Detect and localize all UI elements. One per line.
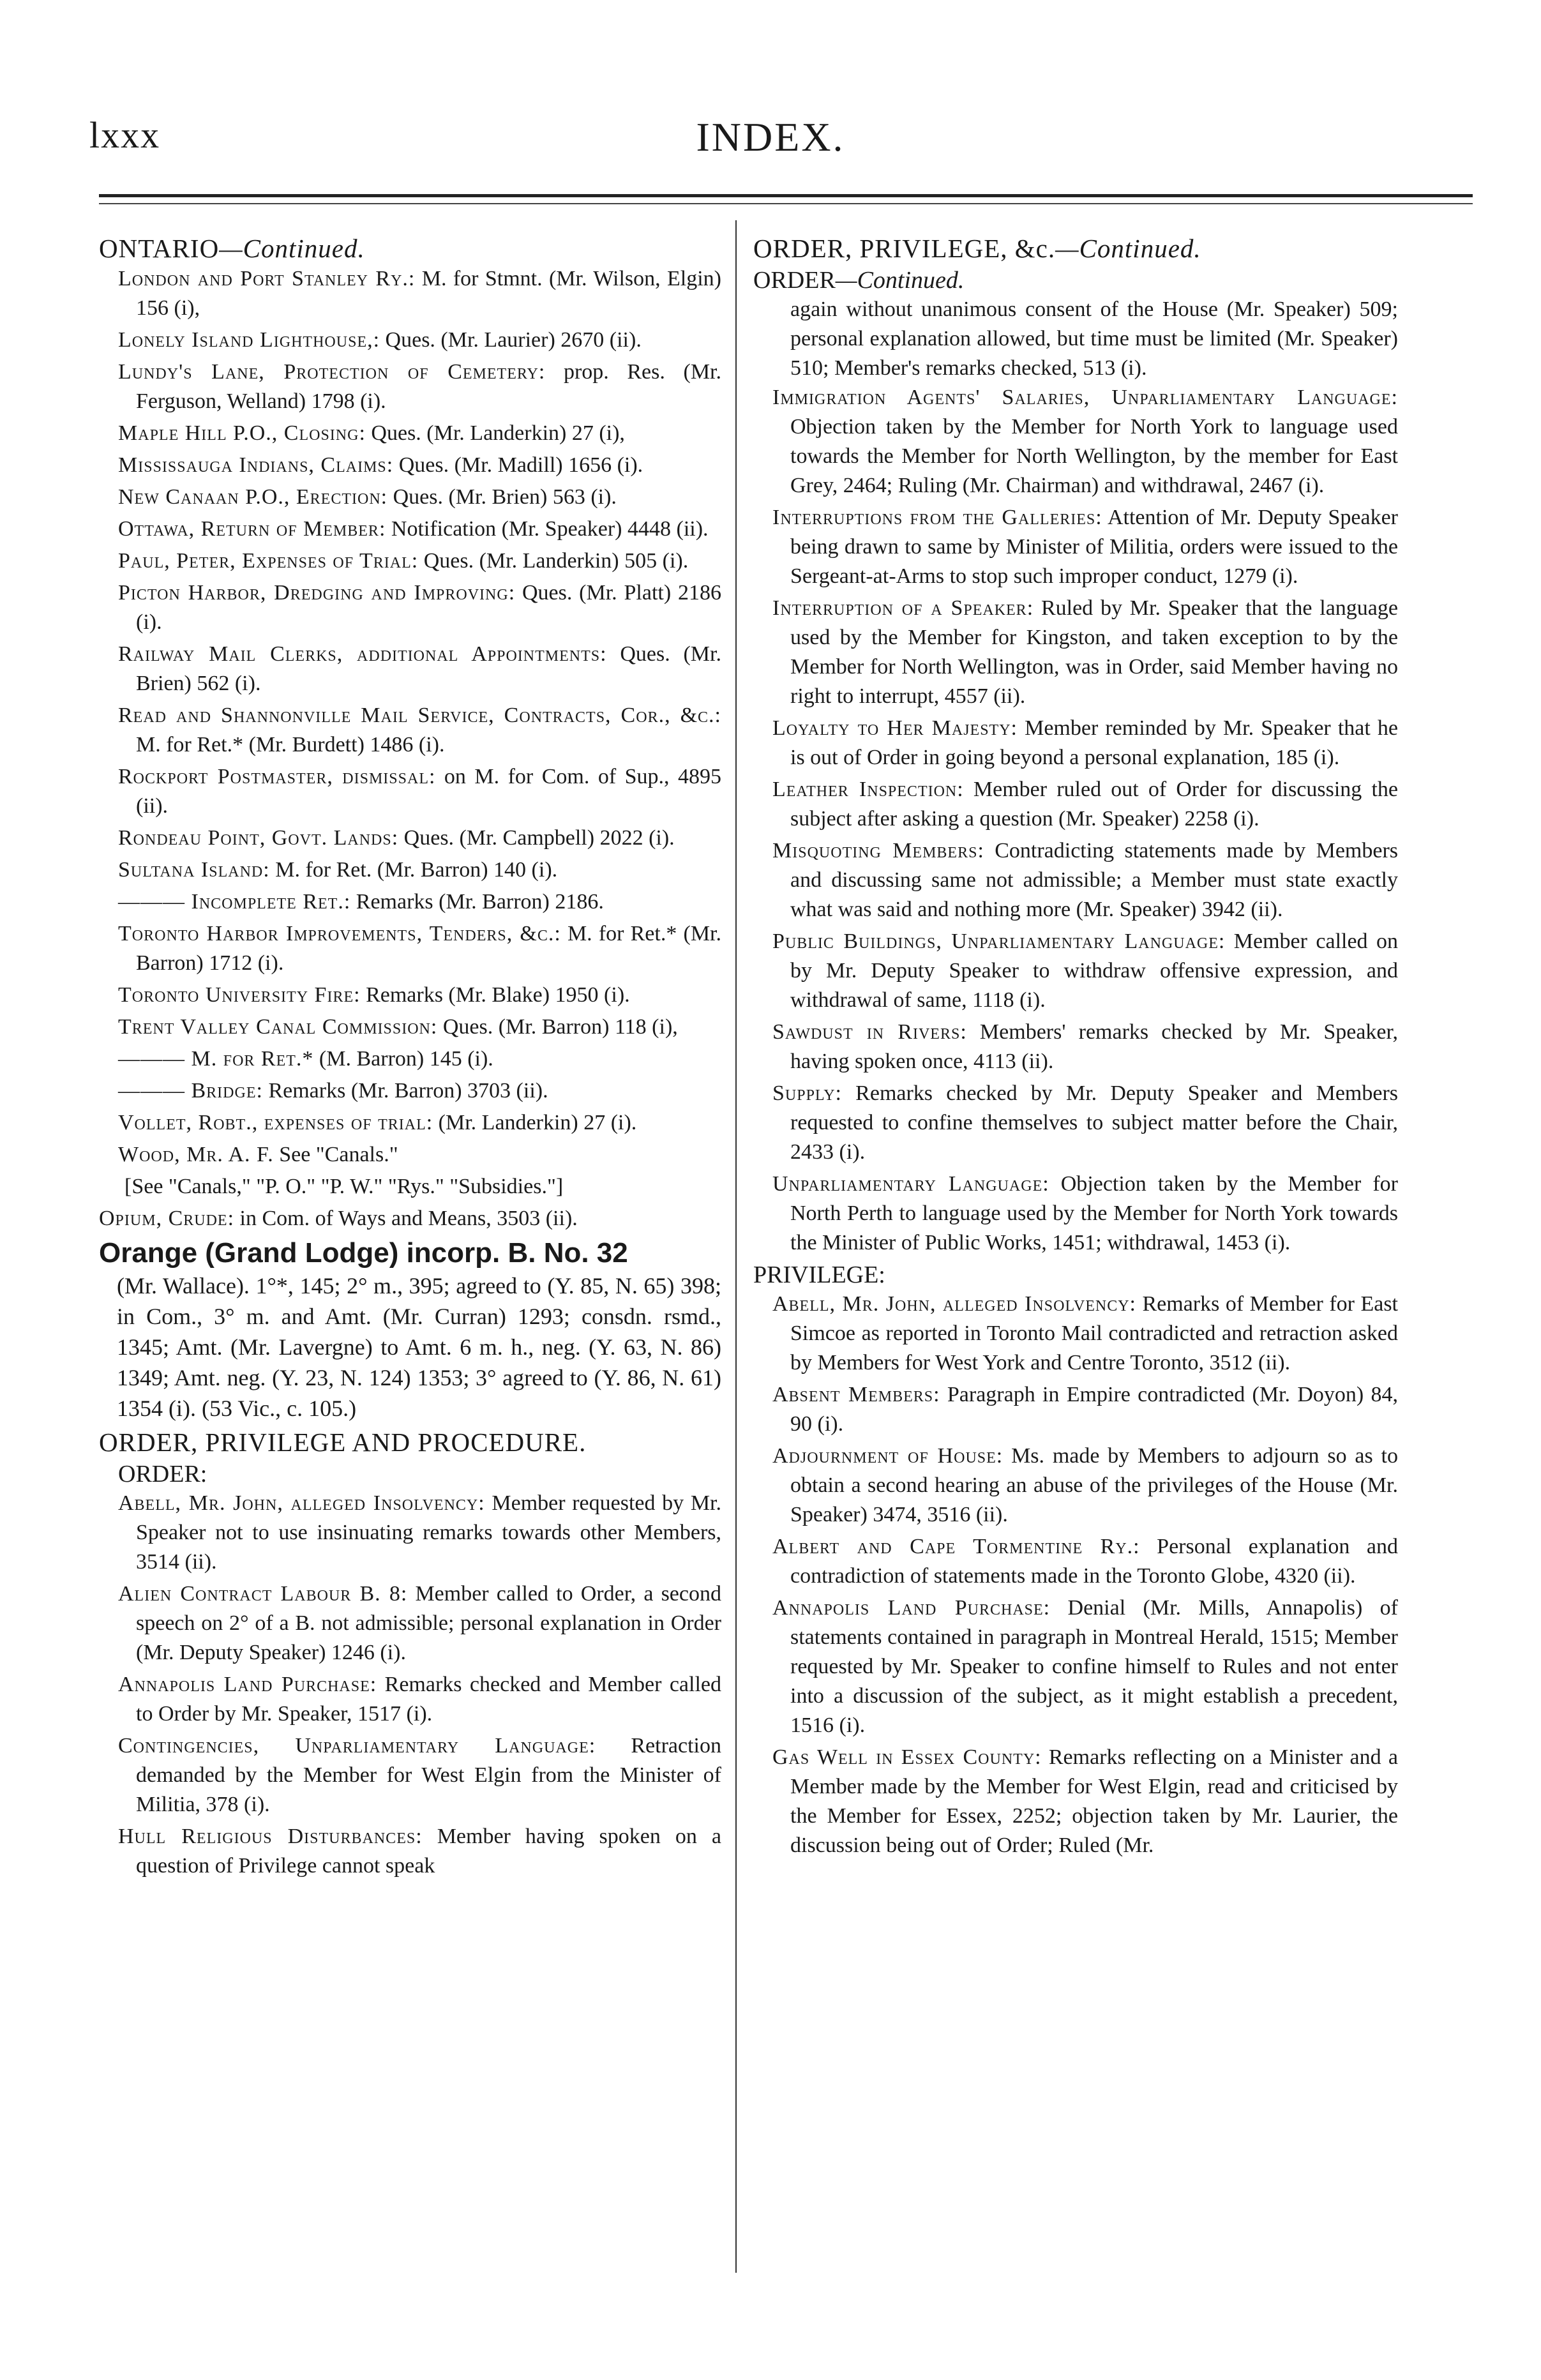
entry-heading: Interruptions from the Galleries: [772,506,1102,529]
entry-text: Paragraph in Empire contradicted (Mr. Doyon) 84, 90 (i). [790,1383,1398,1436]
entry-heading: Sawdust in Rivers: [772,1020,967,1044]
column-divider [735,220,737,2273]
entry-text: Remarks (Mr. Barron) 3703 (ii). [262,1079,548,1103]
entry-heading: Leather Inspection: [772,778,964,801]
entry-heading: London and Port Stanley Ry.: [118,267,416,290]
left-entry-list [99,264,721,1170]
entry-heading: Contingencies, Unparliamentary Language: [118,1734,596,1758]
entry-heading: Loyalty to Her Majesty: [772,716,1018,740]
index-entry [772,836,1398,924]
entry-text: prop. Res. (Mr. Ferguson, Welland) 1798 (i). [136,360,721,413]
entry-text: Member called to Order, a second speech on 2° of a B. not admissible; personal explanation in Order (Mr. Deputy Speaker) 1246 (i). [136,1582,721,1664]
index-entry [118,701,721,760]
entry-text: Members' remarks checked by Mr. Speaker, having spoken once, 4113 (ii). [790,1020,1398,1073]
entry-heading: Ottawa, Return of Member: [118,517,386,541]
entry-heading: Picton Harbor, Dredging and Improving: [118,581,516,605]
entry-text: Remarks checked by Mr. Deputy Speaker and Members requested to confine themselves to subject matter before the Chair, 2433 (i). [790,1081,1398,1164]
entry-heading: ——— Bridge: [118,1079,263,1103]
entry-heading: ——— Incomplete Ret.: [118,890,351,914]
entry-text: (M. Barron) 145 (i). [313,1047,493,1071]
index-entry [772,1170,1398,1258]
entry-heading: Supply: [772,1081,842,1105]
entry-text: Remarks (Mr. Barron) 2186. [350,890,604,914]
right-order-entry-list [753,383,1398,1258]
index-entry [118,419,721,448]
index-entry [772,1743,1398,1860]
index-entry [772,1018,1398,1076]
entry-text: Ques. (Mr. Platt) 2186 (i). [136,581,721,634]
entry-text: Ques. (Mr. Campbell) 2022 (i). [398,826,675,850]
header-rule-thick [99,194,1473,197]
entry-text: Remarks reflecting on a Minister and a Member made by the Member for West Elgin, read and criticised by the Member for Essex, 2252; objection taken by Mr. Laurier, the discussion being out of Order; Ruled (Mr. [790,1745,1398,1857]
index-entry [118,1822,721,1881]
entry-text: M. for Ret.* (Mr. Burdett) 1486 (i). [136,733,445,757]
index-entry [118,483,721,512]
entry-text: M. for Ret.* (Mr. Barron) 1712 (i). [136,922,721,975]
order-continuation-text: again without unanimous consent of the House (Mr. Speaker) 509; personal explanation allowed, but time must be limited (Mr. Speaker) 510; Member's remarks checked, 513 (i). [790,298,1398,380]
entry-text: Objection taken by the Member for North Perth to language used by the Member for North York towards the Minister of Public Works, 1451; withdrawal, 1453 (i). [790,1172,1398,1254]
entry-text: Ruled by Mr. Speaker that the language used by the Member for Kingston, and taken exception to by the Member for North Wellington, was in Order, said Member having no right to interrupt, 4557 (ii). [790,596,1398,708]
continued-heading-right: ORDER, PRIVILEGE, &c.—Continued. [753,234,1201,263]
entry-heading: Lundy's Lane, Protection of Cemetery: [118,360,546,384]
entry-heading: Toronto Harbor Improvements, Tenders, &c.: [118,922,561,945]
entry-text: Member ruled out of Order for discussing the subject after asking a question (Mr. Speaker) 2258 (i). [790,778,1398,831]
entry-heading: Annapolis Land Purchase: [772,1596,1051,1620]
index-entry [118,1670,721,1729]
index-entry [118,824,721,853]
index-entry [772,775,1398,834]
entry-text: Member requested by Mr. Speaker not to use insinuating remarks towards other Members, 3514 (ii). [136,1491,721,1574]
entry-text: Notification (Mr. Speaker) 4448 (ii). [386,517,709,541]
entry-heading: Railway Mail Clerks, additional Appointments: [118,642,607,666]
entry-heading: Gas Well in Essex County: [772,1745,1042,1769]
entry-heading: Annapolis Land Purchase: [118,1673,377,1696]
continued-heading: ONTARIO—Continued. [99,234,365,263]
entry-heading: Rondeau Point, Govt. Lands: [118,826,399,850]
entry-heading: Abell, Mr. John, alleged Insolvency: [772,1292,1137,1316]
entry-heading: Read and Shannonville Mail Service, Contracts, Cor., &c.: [118,704,721,727]
index-entry [118,640,721,698]
entry-heading: Trent Valley Canal Commission: [118,1015,438,1039]
opium-entry: Opium, Crude: in Com. of Ways and Means, 3503 (ii). [99,1207,578,1230]
entry-heading: Albert and Cape Tormentine Ry.: [772,1535,1140,1558]
index-entry [118,1076,721,1106]
entry-text: Ques. (Mr. Landerkin) 505 (i). [418,549,689,573]
index-entry [118,887,721,917]
entry-heading: Absent Members: [772,1383,940,1406]
entry-text: Ques. (Mr. Barron) 118 (i), [437,1015,678,1039]
index-entry [118,981,721,1010]
page-title: INDEX. [696,114,845,160]
entry-heading: Immigration Agents' Salaries, Unparliamentary Language: [772,386,1398,409]
index-entry [118,358,721,416]
order-subheading: ORDER: [118,1461,207,1488]
left-order-entry-list [99,1489,721,1881]
index-entry [118,578,721,637]
entry-heading: Vollet, Robt., expenses of trial: [118,1111,433,1134]
index-entry [118,1140,721,1170]
entry-heading: ——— M. for Ret.* [118,1047,314,1071]
entry-heading: New Canaan P.O., Erection: [118,485,388,509]
index-entry [118,1044,721,1074]
entry-heading: Alien Contract Labour B. 8: [118,1582,408,1606]
entry-text: Objection taken by the Member for North York to language used towards the Member for North Wellington, by the member for East Grey, 2464; Ruling (Mr. Chairman) and withdrawal, 2467 (i). [790,415,1398,497]
entry-heading: Lonely Island Lighthouse,: [118,328,380,352]
index-entry [772,1079,1398,1167]
order-continued-subheading: ORDER—Continued. [753,267,965,294]
index-entry [772,1442,1398,1530]
entry-text: M. for Stmnt. (Mr. Wilson, Elgin) 156 (i), [136,267,721,320]
entry-text: Member called on by Mr. Deputy Speaker to withdraw offensive expression, and withdrawal of same, 1118 (i). [790,930,1398,1012]
index-entry [772,1532,1398,1591]
entry-heading: Unparliamentary Language: [772,1172,1049,1196]
entry-heading: Toronto University Fire: [118,983,361,1007]
index-entry [118,451,721,480]
index-entry [118,1731,721,1819]
entry-text: Ques. (Mr. Brien) 562 (i). [136,642,721,695]
entry-heading: Public Buildings, Unparliamentary Language: [772,930,1226,953]
page-number: lxxx [89,114,161,156]
see-also-reference: [See "Canals," "P. O." "P. W." "Rys." "Subsidies."] [124,1175,564,1198]
index-entry [118,919,721,978]
entry-heading: Mississauga Indians, Claims: [118,453,394,477]
entry-heading: Wood, Mr. A. F. [118,1143,274,1166]
entry-text: M. for Ret. (Mr. Barron) 140 (i). [269,858,558,882]
index-entry [118,1579,721,1668]
right-column [753,230,1398,2305]
index-entry [772,1593,1398,1740]
entry-text: on M. for Com. of Sup., 4895 (ii). [136,765,721,818]
index-entry [118,264,721,323]
entry-text: Remarks (Mr. Blake) 1950 (i). [360,983,630,1007]
index-entry [772,594,1398,711]
entry-heading: Paul, Peter, Expenses of Trial: [118,549,419,573]
index-entry [118,762,721,821]
index-entry [118,1013,721,1042]
entry-text: (Mr. Landerkin) 27 (i). [433,1111,637,1134]
left-column [99,230,721,2305]
header-rule-thin [99,203,1473,204]
index-entry [118,1108,721,1138]
entry-text: See "Canals." [273,1143,398,1166]
privilege-subheading: PRIVILEGE: [753,1262,885,1288]
index-entry [118,855,721,885]
entry-heading: Abell, Mr. John, alleged Insolvency: [118,1491,485,1515]
entry-heading: Interruption of a Speaker: [772,596,1034,620]
index-entry [118,326,721,355]
entry-text: Remarks of Member for East Simcoe as reported in Toronto Mail contradicted and retraction asked by Members for West York and Centre Toronto, 3512 (ii). [790,1292,1398,1375]
bill-title: Orange (Grand Lodge) incorp. B. No. 32 [99,1237,628,1269]
entry-text: Retraction demanded by the Member for West Elgin from the Minister of Militia, 378 (i). [136,1734,721,1816]
order-privilege-heading: ORDER, PRIVILEGE AND PROCEDURE. [99,1427,587,1457]
entry-text: Remarks checked and Member called to Order by Mr. Speaker, 1517 (i). [136,1673,721,1726]
index-entry [118,1489,721,1577]
entry-heading: Hull Religious Disturbances: [118,1825,423,1848]
entry-text: Ms. made by Members to adjourn so as to obtain a second hearing an abuse of the privileges of the House (Mr. Speaker) 3474, 3516 (ii). [790,1444,1398,1526]
entry-text: Ques. (Mr. Landerkin) 27 (i), [365,421,625,445]
entry-heading: Rockport Postmaster, dismissal: [118,765,436,788]
entry-text: Personal explanation and contradiction of statements made in the Toronto Globe, 4320 (ii). [790,1535,1398,1588]
entry-text: Ques. (Mr. Laurier) 2670 (ii). [380,328,642,352]
entry-text: Ques. (Mr. Madill) 1656 (i). [393,453,643,477]
index-entry [772,714,1398,772]
entry-heading: Adjournment of House: [772,1444,1004,1468]
index-entry [772,503,1398,591]
index-entry [772,1380,1398,1439]
index-entry [118,546,721,576]
index-entry [772,383,1398,501]
entry-heading: Misquoting Members: [772,839,984,862]
entry-text: Member having spoken on a question of Privilege cannot speak [136,1825,721,1878]
entry-heading: Maple Hill P.O., Closing: [118,421,366,445]
index-entry [772,927,1398,1015]
entry-text: Denial (Mr. Mills, Annapolis) of statements contained in paragraph in Montreal Herald, 1515; Member requested by Mr. Speaker to confine himself to Rules and not enter into a discussion of the subject, as it might establish a precedent, 1516 (i). [790,1596,1398,1737]
index-entry [118,515,721,544]
index-entry [772,1290,1398,1378]
entry-heading: Sultana Island: [118,858,270,882]
entry-text: Attention of Mr. Deputy Speaker being drawn to same by Minister of Militia, orders were issued to the Sergeant-at-Arms to stop such improper conduct, 1279 (i). [790,506,1398,588]
entry-text: Ques. (Mr. Brien) 563 (i). [387,485,617,509]
bill-text: (Mr. Wallace). 1°*, 145; 2° m., 395; agreed to (Y. 85, N. 65) 398; in Com., 3° m. and Amt. (Mr. Curran) 1293; consdn. rsmd., 1345; Amt. (Mr. Lavergne) to Amt. 6 m. h., neg. (Y. 63, N. 86) 1349; Amt. neg. (Y. 23, N. 124) 1353; 3° agreed to (Y. 86, N. 61) 1354 (i). (53 Vic., c. 105.) [117,1273,721,1421]
entry-text: Member reminded by Mr. Speaker that he is out of Order in going beyond a personal explanation, 185 (i). [790,716,1398,769]
right-privilege-entry-list [753,1290,1398,1860]
entry-text: Contradicting statements made by Members and discussing same not admissible; a Member must state exactly what was said and nothing more (Mr. Speaker) 3942 (ii). [790,839,1398,921]
